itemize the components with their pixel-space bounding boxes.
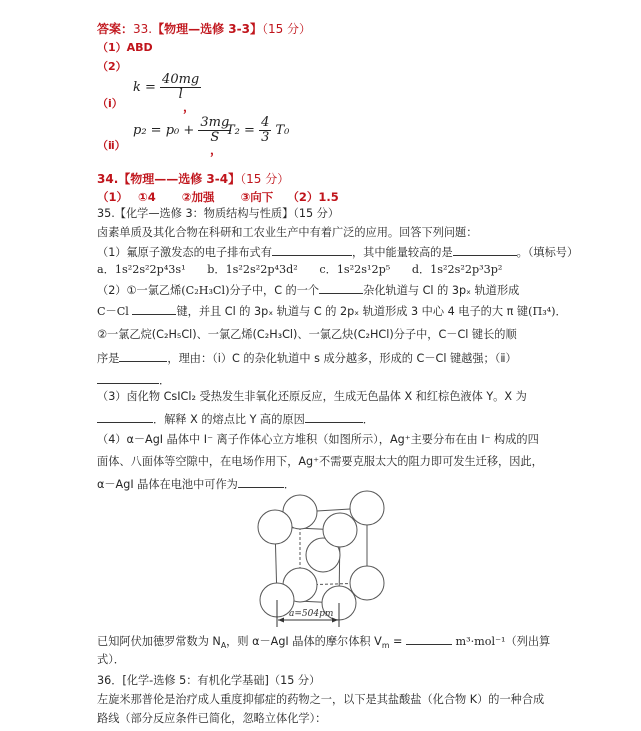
p3-l2-a: ．解释 X 的熔点比 Y 高的原因 <box>153 413 305 426</box>
q35-part2-line3: ②一氯乙烷(C₂H₅Cl)、一氯乙烯(C₂H₃Cl)、一氯乙炔(C₂HCl)分子中，C－Cl 键长的顺 <box>97 328 517 341</box>
formula-p2-den: S <box>210 130 220 145</box>
p4-l3-a: α－AgI 晶体在电池中可作为 <box>97 478 238 491</box>
p4-l3-b: ． <box>283 478 296 491</box>
q36-title: 36．[化学-选修 5：有机化学基础]（15 分） <box>97 674 321 687</box>
p4-l4-c: = <box>389 635 403 648</box>
q35-part4-line1: （4）α－AgI 晶体中 I⁻ 离子作体心立方堆积（如图所示），Ag⁺主要分布在由 I⁻ 构成的四 <box>97 433 539 446</box>
atom-front-top-left <box>258 510 292 544</box>
q35-intro: 卤素单质及其化合物在科研和工农业生产中有着广泛的应用。回答下列问题： <box>97 226 478 239</box>
dimension-label: a=504pm <box>289 609 334 619</box>
q35-options <box>97 263 502 277</box>
part1-value: ABD <box>126 41 153 54</box>
sep-i: ， <box>183 100 196 114</box>
arrow-head-left <box>278 618 284 623</box>
answer-part1 <box>97 39 153 55</box>
p3-l2-b: ． <box>362 413 374 426</box>
answer-blank[interactable] <box>238 476 284 488</box>
q35-part3-line1: （3）卤化物 CsICl₂ 受热发生非氧化还原反应，生成无色晶体 X 和红棕色液体 Y。X 为 <box>97 390 527 403</box>
p2-l2-a: C－Cl <box>97 305 129 318</box>
q35-part2-line5 <box>97 372 170 388</box>
p2-l1-formula: (C₂H₃Cl) <box>181 284 230 297</box>
q34-part2-value: 1.5 <box>318 190 339 204</box>
q36-line2: 路线（部分反应条件已简化，忽略立体化学）： <box>97 712 327 725</box>
option-d: d．1s²2s²2p³3p² <box>411 263 503 276</box>
q33-num: 33. <box>133 22 153 36</box>
p2-l4-a: 序是 <box>97 352 120 365</box>
q35-part4-line4 <box>97 633 550 649</box>
q34-part1-label: （1） <box>97 190 129 204</box>
p2-l2-b: 键，并且 Cl 的 3pₓ 轨道与 C 的 2pₓ 轨道形成 3 中心 4 电子的大 π 键 <box>176 305 529 318</box>
formula-t2-rhs: T₀ <box>275 123 290 138</box>
q34-score: （15 分） <box>240 172 290 186</box>
p4-l4-sub2: m <box>381 641 390 651</box>
p4-l4-d: m³·mol⁻¹（列出算 <box>455 635 551 648</box>
formula-t2-lhs: T₂ = <box>226 123 255 138</box>
formula-k-lhs: k = <box>133 80 156 95</box>
q34-answers <box>97 189 339 205</box>
part1-text-a: （1）氟原子激发态的电子排布式有 <box>97 246 272 259</box>
answer-blank[interactable] <box>97 411 153 423</box>
crystal-structure-figure <box>250 488 410 628</box>
q35-part2-line4 <box>97 350 517 366</box>
answer-blank[interactable] <box>119 350 167 362</box>
q34-part2-label: （2） <box>287 190 319 204</box>
formula-p2-lhs: p₂ = p₀ + <box>133 123 195 138</box>
q33-score: （15 分） <box>261 22 312 36</box>
answer-blank[interactable] <box>272 244 352 256</box>
part1-label: （1） <box>97 41 127 54</box>
q35-part3-line2 <box>97 411 374 427</box>
q35-part4-line5: 式）． <box>97 653 125 666</box>
part1-text-b: ，其中能量较高的是 <box>351 246 453 259</box>
q33-title: 【物理—选修 3-3】 <box>152 22 262 36</box>
option-c: c．1s²2s¹2p⁵ <box>319 263 391 276</box>
formula-t2-den: 3 <box>261 130 270 145</box>
answer-header <box>97 20 311 37</box>
formula-k-num: 40mg <box>162 72 200 87</box>
formula-p2-num: 3mg <box>200 115 230 130</box>
q34-header <box>97 170 289 187</box>
p2-l4-b: ，理由：（ⅰ）C 的杂化轨道中 s 成分越多，形成的 C－Cl 键越强；（ⅱ） <box>167 352 517 365</box>
answer-prefix: 答案： <box>97 22 134 36</box>
p4-l4-a: 已知阿伏加德罗常数为 N <box>97 635 221 648</box>
answer-part2-label: （2） <box>97 60 127 73</box>
sub-i-label: （ⅰ） <box>97 97 123 110</box>
sub-ii-label: （ⅱ） <box>97 139 126 152</box>
answer-blank[interactable] <box>453 244 517 256</box>
q34-answer-a: ①4 <box>138 190 156 204</box>
sep-ii: ， <box>210 143 223 157</box>
formula-k-frac <box>160 73 201 102</box>
formula-t2 <box>226 116 289 145</box>
answer-blank[interactable] <box>132 303 176 315</box>
p2-l1-a: （2）①一氯乙烯 <box>97 284 182 297</box>
answer-blank[interactable] <box>319 282 363 294</box>
answer-blank[interactable] <box>406 633 452 645</box>
q34-title: 34.【物理——选修 3-4】 <box>97 172 241 186</box>
formula-t2-num: 4 <box>261 115 270 130</box>
p2-l5-end: ． <box>159 374 171 387</box>
p2-l1-b: 分子中，C 的一个 <box>229 284 320 297</box>
atom-back-top-right <box>350 491 384 525</box>
answer-blank[interactable] <box>97 372 159 384</box>
q34-answer-c: ③向下 <box>240 190 274 204</box>
atom-front-top-right <box>323 513 357 547</box>
answer-blank[interactable] <box>305 411 363 423</box>
formula-k-den: l <box>178 87 183 102</box>
p4-l4-b: ，则 α－AgI 晶体的摩尔体积 V <box>226 635 382 648</box>
q35-part4-line2: 面体、八面体等空隙中，在电场作用下，Ag⁺不需要克服太大的阻力即可发生迁移，因此， <box>97 455 543 468</box>
q35-part2-line2 <box>97 303 567 319</box>
p2-l2-c: (Π₃⁴)． <box>528 305 567 318</box>
q35-part2-line1 <box>97 282 519 298</box>
option-b: b．1s²2s²2p⁴3d² <box>207 263 298 276</box>
p2-l1-c: 杂化轨道与 Cl 的 3pₓ 轨道形成 <box>363 284 520 297</box>
q35-title: 35.【化学—选修 3：物质结构与性质】（15 分） <box>97 207 340 220</box>
q35-part1 <box>97 244 578 260</box>
formula-t2-frac <box>259 116 271 145</box>
q34-answer-b: ②加强 <box>181 190 215 204</box>
q36-line1: 左旋米那普伦是治疗成人重度抑郁症的药物之一，以下是其盐酸盐（化合物 K）的一种合成 <box>97 693 545 706</box>
option-a: a．1s²2s²2p⁴3s¹ <box>97 263 186 276</box>
atom-back-bottom-right <box>350 566 384 600</box>
p4-l4-sub: A <box>220 641 227 651</box>
part1-text-c: 。（填标号） <box>516 246 579 259</box>
